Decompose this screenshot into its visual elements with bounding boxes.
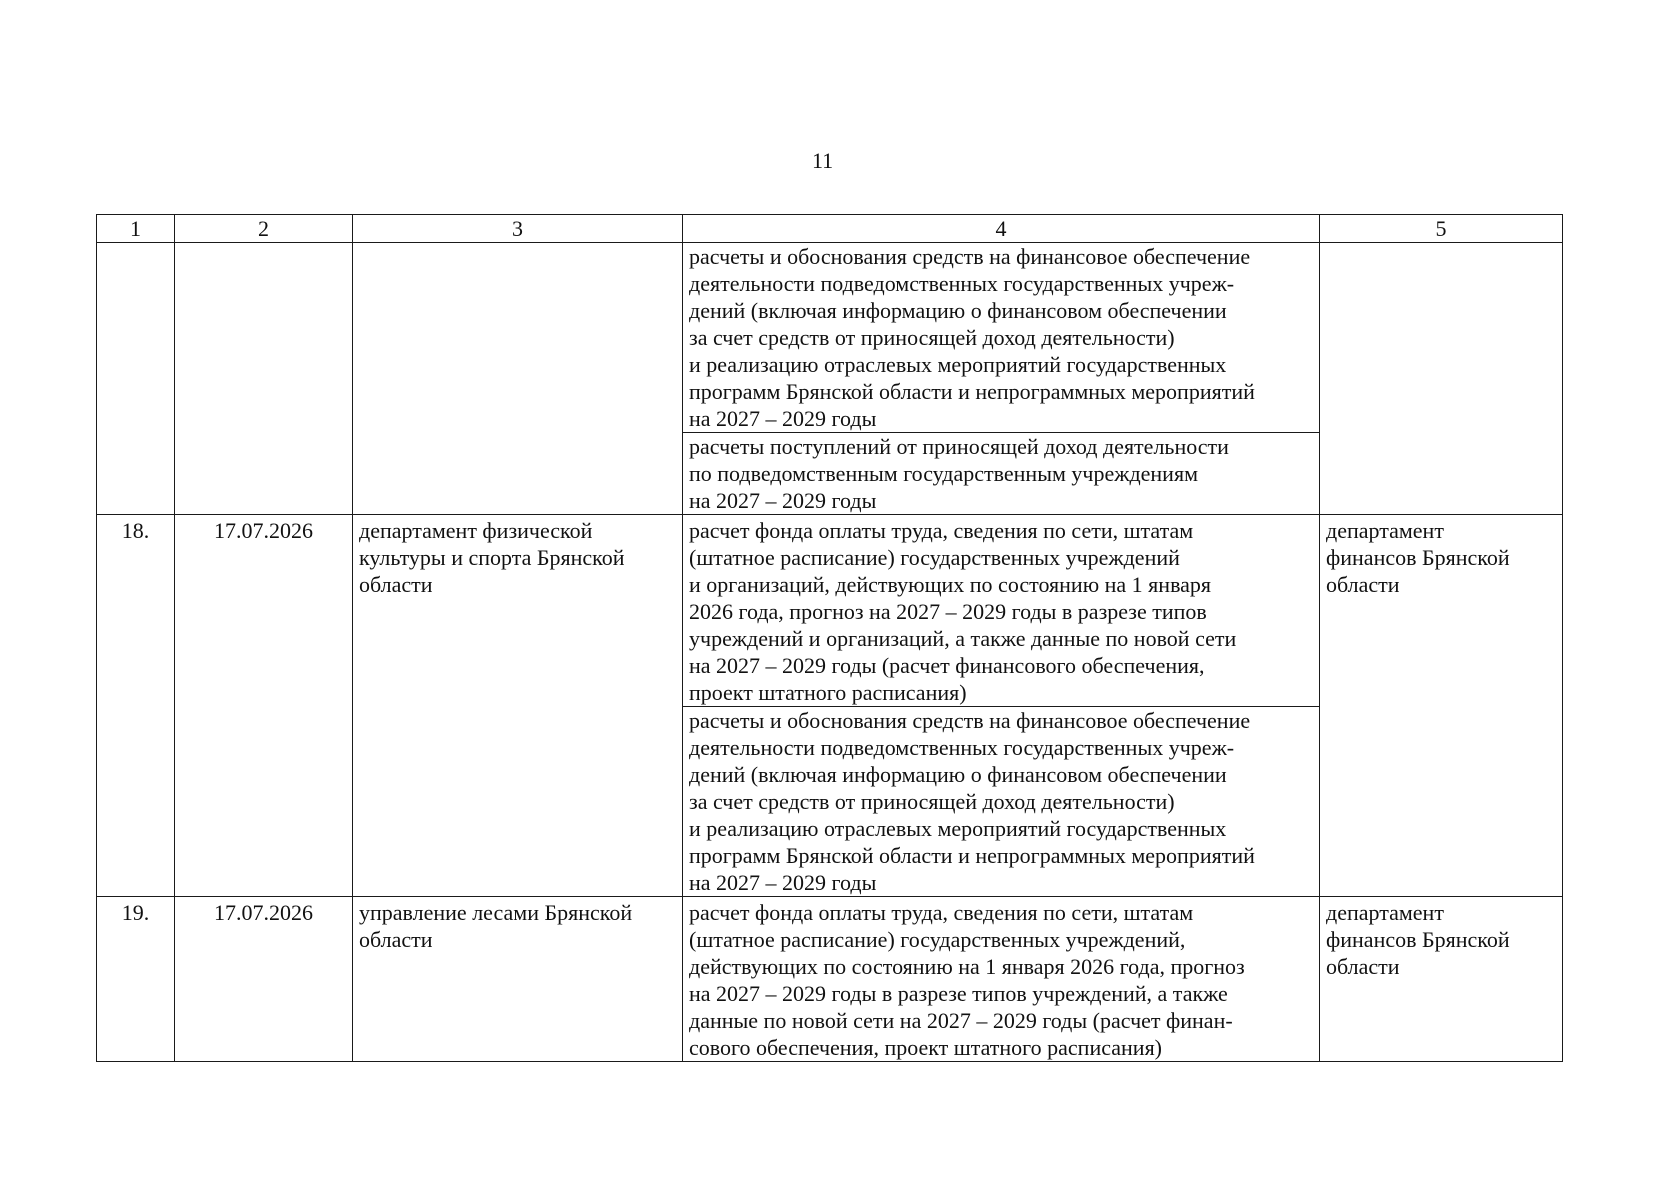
- num-cell: 19.: [97, 897, 175, 1062]
- document-cell: расчеты и обоснования средств на финансовое обеспечение деятельности подведомственных государственных учреж- дений (включая информацию о финансовом обеспечении за счет средств от приносящей доход деятельности) и реализацию отраслевых мероприятий государственных программ Брянской области и непрограммных мероприятий на 2027 – 2029 годы: [683, 707, 1320, 897]
- table-row: [97, 515, 1563, 707]
- table-row: [97, 243, 1563, 433]
- recipient-cell: департамент финансов Брянской области: [1320, 897, 1563, 1062]
- org-cell: департамент физической культуры и спорта Брянской области: [353, 515, 683, 897]
- date-cell: 17.07.2026: [175, 515, 353, 897]
- document-cell: расчеты и обоснования средств на финансовое обеспечение деятельности подведомственных государственных учреж- дений (включая информацию о финансовом обеспечении за счет средств от приносящей доход деятельности) и реализацию отраслевых мероприятий государственных программ Брянской области и непрограммных мероприятий на 2027 – 2029 годы: [683, 243, 1320, 433]
- recipient-cell: департамент финансов Брянской области: [1320, 515, 1563, 897]
- org-cell: [353, 243, 683, 515]
- num-cell: 18.: [97, 515, 175, 897]
- column-header-2: 2: [175, 215, 353, 243]
- recipient-cell: [1320, 243, 1563, 515]
- page-number: 11: [812, 148, 834, 173]
- document-cell: расчеты поступлений от приносящей доход деятельности по подведомственным государственным учреждениям на 2027 – 2029 годы: [683, 433, 1320, 515]
- document-cell: расчет фонда оплаты труда, сведения по сети, штатам (штатное расписание) государственных учреждений, действующих по состоянию на 1 января 2026 года, прогноз на 2027 – 2029 годы в разрезе типов учреждений, а также данные по новой сети на 2027 – 2029 годы (расчет финан- сового обеспечения, проект штатного расписания): [683, 897, 1320, 1062]
- document-cell: расчет фонда оплаты труда, сведения по сети, штатам (штатное расписание) государственных учреждений и организаций, действующих по состоянию на 1 января 2026 года, прогноз на 2027 – 2029 годы в разрезе типов учреждений и организаций, а также данные по новой сети на 2027 – 2029 годы (расчет финансового обеспечения, проект штатного расписания): [683, 515, 1320, 707]
- num-cell: [97, 243, 175, 515]
- column-header-5: 5: [1320, 215, 1563, 243]
- header-row: [97, 215, 1563, 243]
- date-cell: [175, 243, 353, 515]
- table-row: [97, 897, 1563, 1062]
- schedule-table: [96, 214, 1563, 1062]
- column-header-1: 1: [97, 215, 175, 243]
- date-cell: 17.07.2026: [175, 897, 353, 1062]
- org-cell: управление лесами Брянской области: [353, 897, 683, 1062]
- column-header-3: 3: [353, 215, 683, 243]
- column-header-4: 4: [683, 215, 1320, 243]
